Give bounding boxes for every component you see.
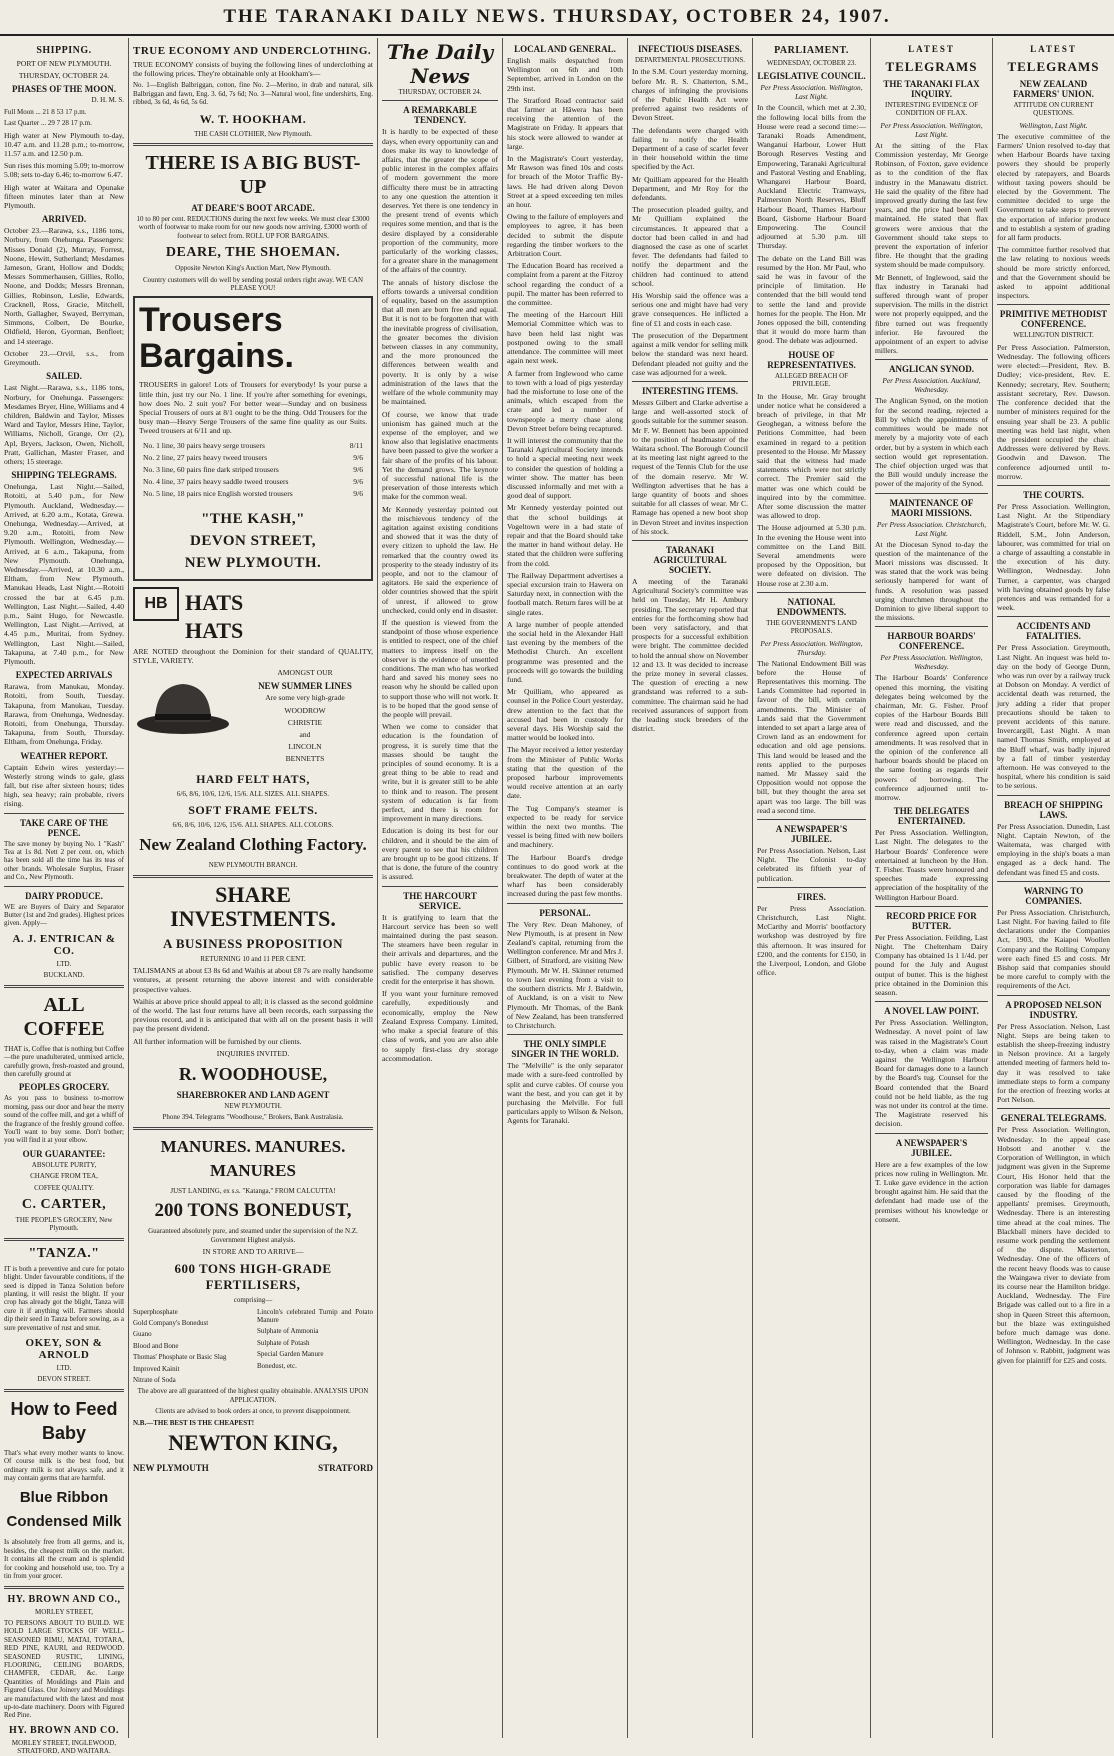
farmers-byline: Wellington, Last Night. [1019,120,1088,130]
high-water-note: High water at Waitara and Opunake fifteen minutes later than at New Plymouth. [4,182,124,211]
column-infectious [628,38,752,1738]
okey-sub: LTD. [56,1364,72,1373]
blue-ribbon-heading: Blue Ribbon Condensed Milk [6,1489,122,1531]
flax-text-2: Mr Bennett, of Inglewood, said the flax industry in Taranaki had suffered through want of proper supervision. The mills in the district were not properly equipped, and the fibre turned out was frequently inferior. He favoured the appointment of an expert to advise millers. [875,272,988,356]
feed-baby-heading: How to Feed Baby [10,1398,118,1443]
hats-among: AMONGST OUR [277,668,333,678]
butter-text: Per Press Association. Feilding, Last Night. The Cheltenham Dairy Company has obtained 1s 1 1/4d. per pound for the July and August output of butter. This is the highest price obtained in the Dominion this season. [875,932,988,998]
tanza-heading: "TANZA." [28,1245,100,1261]
carter-sub: THE PEOPLE'S GROCERY, New Plymouth. [15,1215,113,1233]
deare-footer: Country customers will do well by sending postal orders right away. WE CAN PLEASE YOU! [142,275,364,293]
council-text: In the Council, which met at 2.30, the following local bills from the House were read a second time:—Taranaki Roads Amendment, Wanganui Harbour, Lower Hutt Borough Reserves Vesting and Empowering, Taranaki Agricultural and Pastoral Vesting and Enabling, Whangarei Harbour Board, Auckland Electric Tramways, Palmerston North Reserves, Bluff Harbour Board, Thames Harbour Board, Gisborne Harbour Board Empowering. The Council adjourned at 5.30 p.m. till Thursday. [757,103,866,251]
fertilisers-heading: 600 TONS HIGH-GRADE FERTILISERS, [174,1261,332,1293]
local-paragraph: A farmer from Inglewood who came to town with a load of pigs yesterday had the misfortune to lose one of the animals, which escaped from the crate and led a number of townspeople a merry chase along Devon Street before being recaptured. [507,368,623,433]
newspaper-text: Here are a few examples of the low prices now ruling in Wellington. Mr. T. Luke gave evidence in the action brought against him. He said that the defendant had made use of the premises without his knowledge or consent. [875,1159,988,1224]
masthead [0,0,1114,36]
divider [757,819,866,820]
carter-firm: C. CARTER, [21,1196,107,1212]
nz-factory: New Zealand Clothing Factory. [139,835,367,855]
hats-are: Are some very high-grade [265,693,345,703]
local-paragraph: It will interest the community that the Taranaki Agricultural Society intends to hold a special meeting next week to consider the question of holding a winter show. The matter has been discussed informally and met with a good deal of support. [507,435,623,501]
newton-king-places [133,1459,373,1475]
share-text-3: All further information will be furnished by our clients. [133,1036,302,1046]
jubilee-text: Per Press Association. Nelson, Last Night. The Colonist to-day celebrated its fiftieth year of publication. [757,846,866,883]
shipping-telegrams-text: Onehunga, Last Night.—Sailed, Rotoiti, at 5.40 p.m., for New Plymouth. Auckland, Wednesday.—Arrived, at 6.20 a.m., Kotata, Grewa. Onehunga, Wednesday.—Arrived, at 9.20 a.m., Rotoiti, from New Plymouth. Wellington, Wednesday.—Arrived, at 6 a.m., Takapuna, from New Plymouth. Onehunga, Wednesday.—Arrived, at 10.30 a.m., Eltham, from New Plymouth. Manukau Heads, Last Night.—Rotoiti crossed the bar at 6.45 p.m. Wellington, Last Night.—Sailed, 4.40 p.m., Saint Hugo, for Newcastle. Wellington, Last Night.—Arrived, at 4.45 p.m., Muritai, from Sydney. Wellington, Last Night.—Sailed, Takapuna, at 7.40 p.m., for New Plymouth. [4,482,124,666]
hats-ad [133,587,373,647]
hats-maker: BENNETTS [285,754,325,764]
soft-frame-sizes: 6/6, 8/6, 10/6, 12/6, 15/6. ALL SHAPES. ALL COLORS. [172,820,334,829]
kash-address-2: NEW PLYMOUTH. [184,554,322,571]
editorial-paragraph: Education is doing its best for our children, and it should be the aim of every parent to see that his children are brought up to be good citizens. If that is done, the future of the country is assured. [382,826,498,882]
local-paragraph: A large number of people attended the social held in the Alexander Hall last evening by the members of the Methodist Church. An excellent programme was presented and the proceeds will go towards the building fund. [507,619,623,684]
divider [875,626,988,627]
coffee-heading: ALL COFFEE [23,993,105,1040]
newton-king-place: STRATFORD [318,1463,373,1474]
kash-firm: "THE KASH," [201,510,305,527]
price-item: No. 2 line, 27 pairs heavy tweed trousers [143,452,268,462]
divider [997,795,1110,796]
column-display-ads [129,38,377,1738]
deare-sub: AT DEARE'S BOOT ARCADE. [191,203,315,214]
personal-heading: PERSONAL. [539,907,591,918]
hookham-sub: THE CASH CLOTHIER, New Plymouth. [194,129,312,138]
law-point-heading: A NOVEL LAW POINT. [884,1006,979,1017]
latest-label: LATEST [908,44,955,54]
local-paragraph: In the Magistrate's Court yesterday, Mr Rawson was fined 10s and costs for breach of the Motor Traffic By-laws. He had driven along Devon Street at a speed exceeding ten miles an hour. [507,154,623,210]
fertiliser-item: Superphosphate [133,1307,178,1316]
agricultural-text: A meeting of the Taranaki Agricultural Society's committee was held on Tuesday, Mr H. Ambury presiding. The secretary reported that entries for the forthcoming show had been very satisfactory, and that prospects for a successful exhibition were bright. The committee decided to hold the annual show on November 12 and 13. It was decided to increase the prize money in several classes. The question of erecting a new grandstand was referred to a sub-committee. The chairman said he had received assurances of support from the leading stock breeders of the district. [632,576,748,734]
butter-heading: RECORD PRICE FOR BUTTER. [886,910,977,931]
guarantee-line: CHANGE FROM TEA, [30,1172,98,1181]
fertiliser-note: The above are all guaranteed of the highest quality obtainable. ANALYSIS UPON APPLICATION. [137,1387,369,1404]
delegates-heading: THE DELEGATES ENTERTAINED. [893,806,970,827]
local-paragraph: The meeting of the Harcourt Hill Memorial Committee which was to have been held last night was postponed owing to the small attendance. The committee will meet again next week. [507,310,623,366]
editorial-date: THURSDAY, OCTOBER 24. [398,88,482,96]
economy-heading: TRUE ECONOMY AND UNDERCLOTHING. [133,45,372,57]
arrived-text: October 23.—Rarawa, s.s., 1186 tons, Norbury, from Onehunga. Passengers: Misses Donald (2), Murray, Forrest, Noone, Hewitt, Sutherland; Mesdames Jameson, Grant, Hollow and Dodds; Messrs Sommerhausen, Gillies, Rollo, Noone, and Dodds; Messrs Brennan, Gillies, Robinson, Leslie, Edwards, Cracknell, Ross, Gracie, Mitchell, North, Gallagher, Swayed, Berryman, Simmons, Colbert, De Bourke, Oldfield, Heron, Gyorman, Benfleet; and 14 steerage. [4,226,124,346]
price-value: 9/6 [353,464,363,474]
endowments-text: The National Endowment Bill was before the House of Representatives this morning. The Lands Committee had reported in favour of the bill, with certain amendments. The Minister of Lands said that the Government intended to set apart a large area of Crown land as an endowment for education and old age pensions. This land would be leased and the rents applied to the purposes named. Mr Massey said the Opposition would not oppose the bill, but they thought the area set apart was too large. The bill was read a second time. [757,658,866,815]
fertiliser-item: Sulphate of Potash [257,1338,310,1347]
bonedust-text: Guaranteed absolutely pure, and steamed under the supervision of the N.Z. Government Highest analysis. [148,1227,358,1244]
hookham-firm: W. T. HOOKHAM. [199,111,307,126]
jubilee-heading: A NEWSPAPER'S JUBILEE. [775,824,848,845]
anglican-text: The Anglican Synod, on the motion for the second reading, rejected a Bill by which the appointments of committees would be made not merely by a majority vote of each order, but by a system in which each section would get representation. The chief objection urged was that the Bill would unduly increase the power of the majority of the Synod. [875,396,988,489]
share-heading: SHARE INVESTMENTS. [170,881,336,931]
hy-brown-firm: HY. BROWN AND CO., [7,1593,121,1605]
harbour-heading: HARBOUR BOARDS' CONFERENCE. [887,631,976,652]
column-local-general [503,38,627,1738]
council-heading: LEGISLATIVE COUNCIL. [757,71,866,82]
endowments-heading: NATIONAL ENDOWMENTS. [776,596,847,617]
price-item: No. 3 line, 60 pairs fine dark striped trousers [143,464,279,474]
price-item: No. 4 line, 37 pairs heavy saddle tweed trousers [143,476,289,486]
endowments-sub: THE GOVERNMENT'S LAND PROPOSALS. [766,618,857,636]
hats-maker: LINCOLN [288,742,322,752]
agricultural-heading: TARANAKI AGRICULTURAL SOCIETY. [653,544,727,575]
breach-text: Per Press Association. Dunedin, Last Night. Captain Newton, of the Waitemata, was charged with employing in the ship's boats a man engaged as a deck hand. The defendant was fined £5 and costs. [997,821,1110,877]
courts-heading: THE COURTS. [1023,489,1084,500]
sun-line: Sun rises this morning 5.09; to-morrow 5.08; sets to-day 6.46; to-morrow 6.47. [4,161,124,180]
price-value: 9/6 [353,488,363,498]
table-row [141,441,365,451]
personal-text: The Very Rev. Dean Mahoney, of New Plymouth, is at present in New Zealand's capital, returning from the Wellington conference. Mr and Mrs J. Gilbert, of Stratford, are visiting New Plymouth. Mr W. H. Skinner returned to town last evening from a visit to the southern districts. Mr J. Baldwin, of Auckland, is on a visit to New Plymouth. Mr Thomas, of the Bank of New Zealand, has been transferred to Christchurch. [507,919,623,1030]
date-line: THURSDAY, OCTOBER 24. [18,71,110,81]
expected-text: Rarawa, from Manukau, Monday. Rotoiti, from South, Tuesday. Takapuna, from Manukau, Tuesday. Rarawa, from Onehunga, Wednesday. Rotoiti, from Onehunga, Thursday. Takapuna, from South, Thursday. Eltham, from Onehunga, Friday. [4,682,124,747]
nelson-text: Per Press Association. Nelson, Last Night. Steps are being taken to establish the sheep-freezing industry in Nelson province. At a largely attended meeting of farmers held to-day it was resolved to take immediate steps to form a company for the erection of freezing works at Port Nelson. [997,1021,1110,1105]
divider [997,1108,1110,1109]
divider [997,485,1110,486]
divider [133,875,373,878]
editorial-paragraph: Of course, we know that trade unionism has gained much at the expense of the employer, and we know also that legislative enactments have been passed to give the worker a fair share of the profits of his labour. Yet the demand grows. The keynote of successful national life is the preservation of those interests which make for the common weal. [382,409,498,502]
general-heading: GENERAL TELEGRAMS. [1000,1113,1107,1124]
nb-line: N.B.—THE BEST IS THE CHEAPEST! [133,1418,255,1427]
editorial-heading: A REMARKABLE TENDENCY. [403,105,477,126]
local-paragraph: The Stratford Road contractor said that farmer at Hāwera has been receiving the attention of the Magistrate on Friday. It appears that his stock were allowed to wander at large. [507,95,623,151]
editorial-paragraph: Mr Kennedy yesterday pointed out the mischievous tendency of the agitation against existing conditions and showed that it was the duty of every citizen to uphold the law. He remarked that the country owed its prosperity to the steady industry of its people, and not to the clamour of agitators. He said the experience of older countries showed that the spirit of unrest, if allowed to grow unchecked, could only end in disaster. [382,504,498,615]
hats-text: ARE NOTED throughout the Dominion for their standard of QUALITY, STYLE, VARIETY. [133,646,373,665]
divider [133,1127,373,1130]
guarantee-line: ABSOLUTE PURITY, [31,1160,97,1169]
fertiliser-item: Lincoln's celebrated Turnip and Potato Manure [257,1307,373,1325]
price-value: 8/11 [349,440,363,450]
fertiliser-item: Nitrate of Soda [133,1376,176,1385]
table-row [141,453,365,463]
local-paragraph: The Mayor received a letter yesterday from the Minister of Public Works stating that the question of the proposed harbour improvements would receive attention at an early date. [507,745,623,801]
woodhouse-place: NEW PLYMOUTH. [224,1101,282,1110]
council-byline: Per Press Association. Wellington, Last Night. [760,83,863,102]
shipping-telegrams-heading: SHIPPING TELEGRAMS. [11,470,117,481]
deare-text: 10 to 80 per cent. REDUCTIONS during the next few weeks. We must clear £3000 worth of footwear to make room for our new goods now arriving. £3000 worth of footwear to select from. ROLL UP FOR BARGAINS. [136,215,370,240]
moon-table-head: D. H. M. S. [91,96,124,105]
harbour-byline: Per Press Association. Wellington, Wednesday. [880,653,983,672]
newton-king-place: NEW PLYMOUTH [133,1463,209,1474]
accidents-text: Per Press Association. Greymouth, Last Night. An inquest was held to-day on the body of George Dunn, who was run over by a railway truck at Dobson on Monday. A verdict of accidental death was returned, the jury adding a rider that proper precautions should be taken to prevent accidents of this nature. Invercargill, Last Night. A man named Thomas Smith, employed at the Bluff wharf, was badly injured by a fall of timber yesterday afternoon. He was conveyed to the hospital, where his condition is said to be serious. [997,643,1110,791]
column-parliament [753,38,870,1738]
fertiliser-item: Bonedust, etc. [257,1361,297,1370]
harbour-text: The Harbour Boards' Conference opened this morning, the visiting delegates being welcomed by the chairman, Mr. G. Fisher. Proof copies of the Harbour Boards Bill were read and discussed, and the conference agreed upon certain amendments. It was resolved that in the opinion of the conference all harbour boards should be placed on the same footing as regards their powers of borrowing. The conference adjourned until to-morrow. [875,673,988,802]
editorial-paragraph: When we come to consider that education is the foundation of progress, it is surely time that the masses should be taught the principles of sound economy. It is a great thing to be able to read and write, but it is greater still to be able to think and to reason. The present system of education is far from perfect, and there is room for improvement in many directions. [382,722,498,824]
nz-factory-sub: NEW PLYMOUTH BRANCH. [208,861,298,870]
bonedust-heading: 200 TONS BONEDUST, [154,1200,352,1222]
local-paragraph: The Harbour Board's dredge continues to do good work at the breakwater. The depth of water at the wharf has been considerably increased during the past few months. [507,852,623,899]
flax-heading: THE TARANAKI FLAX INQUIRY. [883,79,980,99]
port-line: PORT OF NEW PLYMOUTH. [16,59,112,68]
divider [875,906,988,907]
hats-heading: HATS [185,589,244,615]
dairy-place: BUCKLAND. [43,971,85,980]
local-paragraph: The Tug Company's steamer is expected to be ready for service within the next two months. The vessel is being fitted with new boilers and machinery. [507,803,623,850]
fertiliser-item: Thomas' Phosphate or Basic Slag [133,1353,227,1362]
fires-text: Per Press Association. Christchurch, Last Night. McCarthy and Morris' bootfactory workshop was destroyed by fire this afternoon. It was insured for £200, and the contents for £150, in the Liverpool, London, and Globe office. [757,903,866,978]
hy-brown-footer: HY. BROWN AND CO. [8,1724,120,1736]
economy-text: TRUE ECONOMY consists of buying the following lines of underclothing at the following prices. They're obtainable only at Hookham's— [133,60,373,79]
infectious-sub: DEPARTMENTAL PROSECUTIONS. [634,56,746,64]
divider [997,304,1110,305]
interesting-heading: INTERESTING ITEMS. [641,385,739,396]
hy-brown-footer-sub: MORLEY STREET, INGLEWOOD, STRATFORD, AND WAITARA. [11,1738,117,1756]
farmers-heading: NEW ZEALAND FARMERS' UNION. [1013,79,1094,99]
fertiliser-item: Sulphate of Ammonia [257,1327,319,1336]
okey-place: DEVON STREET. [37,1375,91,1384]
moon-row: Last Quarter ... 29 7 28 17 p.m. [4,119,92,128]
price-value: 9/6 [353,476,363,486]
share-text-2: Waihis at above price should appeal to all; it is classed as the second goldmine of the world. The last four returns have all been records, each surpassing the previous record, and it is anticipated that with all on the present basis it will pay the present dividend. [133,996,373,1034]
infectious-heading: INFECTIOUS DISEASES. [637,44,743,54]
divider [997,616,1110,617]
law-point-text: Per Press Association. Wellington, Wednesday. A novel point of law was raised in the Magistrate's Court to-day, when a claim was made against the Wellington Harbour Board for damages done to a launch by the Board's tug. Counsel for the Board contended that the Board could not be held liable, as the tug was not under its control at the time. The Magistrate reserved his decision. [875,1018,988,1129]
anglican-heading: ANGLICAN SYNOD. [888,364,974,375]
nelson-heading: A PROPOSED NELSON INDUSTRY. [1005,999,1102,1020]
flax-sub: INTERESTING EVIDENCE OF CONDITION OF FLAX. [885,101,978,118]
trousers-title: Trousers [139,301,283,340]
hb-logo: HB [133,587,179,621]
price-value: 9/6 [353,452,363,462]
divider [997,881,1110,882]
weather-text: Captain Edwin wires yesterday:—Westerly strong winds to gale, glass fall, but rise after sixteen hours; tides high, sea heavy; rain probable, rivers rising. [4,762,124,809]
okey-firm: OKEY, SON & ARNOLD [25,1337,103,1362]
expected-heading: EXPECTED ARRIVALS [15,670,113,681]
dairy-heading: DAIRY PRODUCE. [25,890,103,901]
guarantee-heading: OUR GUARANTEE: [22,1148,106,1159]
divider [4,813,124,814]
share-text: TALISMANS at about £3 8s 6d and Waihis at about £8 7s are really handsome ventures, at present returning the above interest and with considerable prospective values. [133,966,373,994]
woodhouse-firm: R. WOODHOUSE, [178,1063,328,1084]
hats-heading-2: HATS [185,617,244,643]
harcourt-text-2: If you want your furniture removed carefully, expeditiously and economically, employ the New Zealand Express Company. Limited, who make a special feature of this class of work, and you are also able to supply first-class dry storage accommodation. [382,989,498,1063]
editorial-paragraph: If the question is viewed from the standpoint of those whose experience is entitled to respect, one of the chief matters to impress itself on the observer is the evidence of unsettled conditions. The man who has worked hard and saved his money sees no reason why he should be called upon to support those who will not work. It is to be hoped that the good sense of the people will prevail. [382,617,498,719]
fertilisers-comprising: comprising— [233,1296,273,1305]
divider [507,903,623,904]
deare-title: THERE IS A BIG BUST-UP [145,152,361,199]
infectious-paragraph: His Worship said the offence was a serious one and might have had very grave consequences. He inflicted a fine of £1 and costs in each case. [632,291,748,328]
column-editorial [378,38,502,1738]
house-heading: HOUSE OF REPRESENTATIVES. [767,349,856,370]
hy-brown-text: TO PERSONS ABOUT TO BUILD. WE HOLD LARGE STOCKS OF WELL-SEASONED RIMU, MATAI, TOTARA, RED PINE, KAURI, and REDWOOD. SEASONED RUSTIC, LINING, FLOORING, CEILING BOARDS, CHAMFER, CEDAR, &c. Large Quantities of Mouldings and Plain and Figured Glass. Our Joinery and Mouldings are manufactured with the latest and most up-to-date machinery. Doors with Figured Red Pine. [4,1618,124,1720]
divider [875,493,988,494]
weather-heading: WEATHER REPORT. [20,750,108,761]
fertiliser-lists [133,1308,373,1388]
arrived-text: October 23.—Orvil, s.s., from Greymouth. [4,348,124,368]
tanza-text: IT is both a preventive and cure for potato blight. Under favourable conditions, if the seed is dipped in Tanza Solution before planting, it will resist the blight. If your crop has already got the blight, Tanza will cure it if anything will. Farmers should dip their seed in Tanza before sowing, as a sure preventative of rust and smut. [4,1264,124,1332]
telegrams-label: TELEGRAMS [1007,59,1100,74]
divider [757,887,866,888]
house-text: In the House, Mr. Gray brought under notice what he considered a breach of privilege, in that Mr Geoghegan, a witness before the Petitions Committee, had been examined in regard to a petition presented to the House. Mr Massey said that the witness had made statements which were not strictly correct. The Premier said the matter was one which could be inquired into by the committee. After some discussion the matter was allowed to drop. [757,391,866,521]
fertiliser-item: Blood and Bone [133,1341,179,1350]
table-row [141,465,365,475]
fertiliser-item: Special Garden Manure [257,1350,324,1359]
farmers-text-2: The committee further resolved that the law relating to noxious weeds should be more strictly enforced, and that the Government should be asked to appoint additional inspectors. [997,245,1110,301]
editorial-masthead: The Daily News [386,40,494,88]
soft-frame: SOFT FRAME FELTS. [188,802,318,817]
delegates-text: Per Press Association. Wellington, Last Night. The delegates to the Harbour Boards' Conference were entertained at luncheon by the Hon. T. Fisher. Toasts were honoured and speeches made expressing appreciation of the hospitality of the Wellington Harbour Board. [875,828,988,902]
kash-address: DEVON STREET, [190,532,316,549]
local-heading: LOCAL AND GENERAL. [514,44,616,54]
local-paragraph: The Education Board has received a complaint from a parent at the Fitzroy school regarding the conduct of a pupil. The matter has been referred to the committee. [507,261,623,308]
high-water: High water at New Plymouth to-day, 10.47 a.m. and 11.28 p.m.; to-morrow, 11.57 a.m. and 12.50 p.m. [4,130,124,159]
farmers-sub: ATTITUDE ON CURRENT QUESTIONS. [1013,101,1094,118]
flax-byline: Per Press Association. Wellington, Last Night. [880,120,983,139]
shipping-heading: SHIPPING. [36,45,92,56]
divider [507,1034,623,1035]
divider [4,985,124,988]
divider [632,381,748,382]
hats-summer: NEW SUMMER LINES [258,681,352,692]
column-shipping [0,38,128,1756]
infectious-paragraph: The prosecution of the Department against a milk vendor for selling milk below the standard was next heard. Defendant pleaded not guilty and the case was adjourned for a week. [632,330,748,377]
telegrams-label: TELEGRAMS [885,59,978,74]
coffee-text: THAT is, Coffee that is nothing but Coffee—the pure unadulterated, unmixed article, carefully grown, fresh-roasted and ground, then carefully ground at [4,1044,124,1078]
harcourt-text: It is gratifying to learn that the Harcourt service has been so well maintained during the past season. The steamers have been regular in their arrivals and departures, and the public have every reason to be satisfied. The company deserves credit for the enterprise it has shown. [382,912,498,987]
trousers-text: TROUSERS in galore! Lots of Trousers for everybody! Is your purse a little thin, just try our No. 1 line. If you're after something for evenings, how does No. 2 suit you? For better wear—Sunday and on business Special Trousers of ours at 8/1 ought to be the thing. Odd Trousers for the busy man—Heavy Serge Trousers of the same fine quality as our Suits. Tweed trousers at 6/11 and up. [139,380,367,436]
dairy-firm-sub: LTD. [56,959,72,968]
divider [382,100,498,101]
divider [757,592,866,593]
interesting-text: Messrs Gilbert and Clarke advertise a large and well-assorted stock of goods suitable for the summer season. Mr F. W. Bennett has been appointed to the position of headmaster of the Waitara school. The Borough Council at its meeting last night agreed to the request of the Tennis Club for the use of the domain reserve. Mr W. Wellington advertises that he has a large quantity of boots and shoes suitable for all classes of wear. Mr C. Ramage has opened a new boot shop in Devon Street and invites inspection of his stock. [632,397,748,536]
sailed-heading: SAILED. [46,371,82,382]
divider [875,1133,988,1134]
editorial-paragraph: The annals of history disclose the efforts towards a universal condition of equality, based on the assumption that all men are born free and equal. But it is not to be forgotten that with the inevitable progress of civilisation, the greater becomes the division between classes in any community, and the more pronounced the differences between wealth and poverty. It is only by a wise administration of the laws that the welfare of the whole community may be maintained. [382,277,498,407]
hats-maker: CHRISTIE [287,717,323,727]
divider [997,995,1110,996]
manures-heading: MANURES. MANURES. MANURES [160,1136,346,1180]
deare-firm: DEARE, THE SHOEMAN. [165,245,341,261]
hats-body [133,668,373,766]
share-sub-2: RETURNING 10 and 11 PER CENT. [200,954,306,963]
moon-heading: PHASES OF THE MOON. [11,84,116,95]
general-text: Per Press Association. Wellington, Wednesday. In the appeal case Hobsott and another v. the Corporation of Wellington, in which judgment was given in the Supreme Court, His Honor held that the corporation was liable for damages caused by the flooding of the appellants' premises. Greymouth, Wednesday. There is an interesting time ahead at the coal mines. The Blackball miners have decided to resume work pending the settlement of the dispute. Masterton, Wednesday. One of the officers of the recent heavy floods was to cause the Waingawa river to deviate from its course near the Hamilton bridge. Auckland, Wednesday. The Fire Brigade was called out to a fire in a shop in Queen Street this afternoon, but the blaze was extinguished before much damage was done. Wellington, Wednesday. In the case of Johnson v. Rabbitt, judgment was given for plaintiff for £25 and costs. [997,1125,1110,1365]
house-sub: ALLEGED BREACH OF PRIVILEGE. [774,371,849,389]
accidents-heading: ACCIDENTS AND FATALITIES. [1016,621,1091,642]
local-paragraph: The Railway Department advertises a special excursion train to Hawera on Saturday next, in connection with the football match. Return fares will be at single rates. [507,570,623,617]
warning-heading: WARNING TO COMPANIES. [1023,885,1084,906]
courts-text: Per Press Association. Wellington, Last Night. At the Stipendiary Magistrate's Court, before Mr. W. G. Riddell, S.M., John Anderson, labourer, was committed for trial on a charge of assaulting a constable in the execution of his duty. Wellington, Wednesday. John Turner, a carpenter, was charged with having obtained goods by false pretences and was remanded for a week. [997,501,1110,613]
divider [4,1586,124,1589]
share-inquiries: INQUIRIES INVITED. [216,1048,290,1058]
price-item: No. 5 line, 18 pairs nice English worsted trousers [143,488,293,498]
trousers-title-2: Bargains. [139,337,294,376]
trousers-ad [133,296,373,580]
council-text-2: The debate on the Land Bill was resumed by the Hon. Mr Paul, who said he was in favour of the principle of limitation. He contended that the bill would tend to settle the land and provide homes for the people. The Hon. Mr Jones opposed the bill, contending that it would do more harm than good. The debate was adjourned. [757,253,866,346]
infectious-paragraph: In the S.M. Court yesterday morning, before Mr. R. S. Chatterton, S.M., charges of infringing the provisions of the Public Health Act were preferred against two residents of Devon Street. [632,67,748,123]
maori-text: At the Diocesan Synod to-day the question of the maintenance of the Maori missions was discussed. It was stated that the work was being seriously hampered for want of funds. A resolution was passed urging churchmen throughout the Dominion to give liberal support to the missions. [875,539,988,623]
guarantee-line: COFFEE QUALITY. [34,1183,94,1192]
share-sub: A BUSINESS PROPOSITION [162,935,344,951]
divider [382,886,498,887]
feed-baby-text: That's what every mother wants to know. Of course milk is the best food, but ordinary milk is not always safe, and it may contain germs that are harmful. [4,1448,124,1483]
fertiliser-item: Improved Kainit [133,1364,180,1373]
deare-address: Opposite Newton King's Auction Mart, New Plymouth. [175,264,331,273]
hard-felt: HARD FELT HATS, [196,771,310,786]
maori-heading: MAINTENANCE OF MAORI MISSIONS. [889,497,974,518]
warning-text: Per Press Association. Christchurch, Last Night. For having failed to file declarations under the Companies Act, 1903, the Kaiapoi Woollen Company and the Rolling Company were each fined £5 and costs. Mr Bishop said that companies should be more careful to comply with the requirements of the Act. [997,907,1110,991]
column-telegrams-b [993,38,1114,1738]
singer-heading: THE ONLY SIMPLE SINGER IN THE WORLD. [511,1039,619,1060]
hard-felt-sizes: 6/6, 8/6, 10/6, 12/6, 15/6. ALL SIZES. ALL SHAPES. [176,789,330,798]
divider [4,1238,124,1241]
kash-tea-text: The save money by buying No. 1 "Kash" Tea at 1s 8d. Nett 2 per cent. on, which has been sold all the time has its teas of other brands. Wholesale Surplus, Fraser and Co., New Plymouth. [4,839,124,882]
manures-sub: JUST LANDING, ex s.s. "Katanga," FROM CALCUTTA! [170,1186,336,1195]
woodhouse-phone: Phone 394. Telegrams "Woodhouse," Brokers, Bank Australasia. [162,1113,344,1122]
hy-brown-sub: MORLEY STREET, [35,1607,93,1616]
newton-king-firm: NEWTON KING, [168,1430,338,1456]
store-sub: IN STORE AND TO ARRIVE— [202,1247,304,1256]
breach-heading: BREACH OF SHIPPING LAWS. [1004,799,1103,820]
methodist-heading: PRIMITIVE METHODIST CONFERENCE. [999,309,1108,330]
flax-text: At the sitting of the Flax Commission yesterday, Mr George Robinson, of Foxton, gave evidence as to the condition of the flax industry in the Manawatu district. He said the quality of the fibre had improved greatly during the last few years, and the price had been well maintained. He stated that flax growers were anxious that the Government should take steps to prevent the exportation of inferior fibre. He thought that the grading system should be made compulsory. [875,140,988,270]
maori-byline: Per Press Association. Christchurch, Last Night. [876,519,987,538]
bowler-hat-icon [133,672,233,742]
singer-text: The "Melville" is the only separator made with a sure-feed controlled by split and curve cables. Of course you want the best, and you can get it by purchasing the Melville. For full particulars apply to Wilson & Nelson, Agents for Taranaki. [507,1061,623,1126]
local-paragraph: Mr Kennedy yesterday pointed out that the school buildings at Vogeltown were in a bad state of repair and that the Board should take the matter in hand without delay. He stated that the children were suffering from the cold. [507,503,623,568]
peoples-grocery: PEOPLES GROCERY. [18,1082,110,1093]
parliament-heading: PARLIAMENT. [774,45,849,56]
newspaper-heading: A NEWSPAPER'S JUBILEE. [895,1137,968,1158]
masthead-title: THE TARANAKI DAILY NEWS. THURSDAY, OCTOBER 24, 1907. [223,6,891,27]
infectious-paragraph: The defendants were charged with failing to notify the Health Department of a case of scarlet fever in their household within the time specified by the Act. [632,125,748,172]
sailed-text: Last Night.—Rarawa, s.s., 1186 tons, Norbury, for Onehunga. Passengers: Mesdames Bryer, Hine, Williams and 4 children, Baldwin and Taylor, Misses Ward and Taylor, Messrs Hine, Taylor, Williams, Nicholl, Grange, Orr (2), Apl, Bryers, Jackson, Owen, Nicholl, Pratt, Gallichan, Master Fraser, and others; 15 steerage. [4,383,124,466]
table-row [141,489,365,499]
local-paragraph: Mr Quilliam, who appeared as counsel in the Police Court yesterday, drew attention to the fact that the accused had been in custody for several days. His Worship said the matter would be looked into. [507,687,623,743]
fertiliser-item: Gold Company's Bonedust [133,1319,209,1328]
blue-ribbon-text: Is absolutely free from all germs, and is, besides, the cheapest milk on the market. It contains all the cream and is splendid for cooking and household use, too. Try a tin from your grocer. [4,1538,124,1581]
divider [4,1389,124,1392]
divider [875,359,988,360]
coffee-text-2: As you pass to business to-morrow morning, pass our door and hear the merry sound of the coffee mill, and get a whiff of the fragrance of the freshly ground coffee. You'll want to buy some. Don't bother; you will find it at your elbow. [4,1094,124,1145]
methodist-sub: WELLINGTON DISTRICT. [1013,331,1094,340]
harcourt-heading: THE HARCOURT SERVICE. [403,890,477,911]
arrived-heading: ARRIVED. [41,214,87,225]
divider [632,540,748,541]
house-text-2: The House adjourned at 5.30 p.m. In the evening the House went into committee on the Land Bill. Several amendments were proposed by the Opposition, but were defeated on division. The House rose at 2.30 a.m. [757,523,866,588]
infectious-paragraph: Mr Quilliam appeared for the Health Department, and Mr Roy for the defendants. [632,174,748,203]
fertiliser-note-2: Clients are advised to book orders at once, to prevent disappointment. [155,1407,351,1416]
fertiliser-item: Guano [133,1330,152,1339]
methodist-text: Per Press Association. Palmerston, Wednesday. The following officers were elected:—President, Rev. B. Dudley; vice-president, Rev. E. Kennedy; secretary, Rev. Southern; assistant secretary, Rev. Dawson. The conference decided that the number of ministers required for the ensuing year shall be 23. A public meeting was held last night, when the president occupied the chair. Addresses were delivered by Revs. Goodwin and Dawson. The conference adjourned until to-morrow. [997,342,1110,481]
farmers-text: The executive committee of the Farmers' Union resolved to-day that when Harbour Boards have taxing powers they should be properly elected by ratepayers, and Boards without taxing powers should be elected by the Government. The committee decided to urge the Government to take steps to prevent the exportation of inferior produce and to establish a system of grading for all farm products. [997,131,1110,243]
latest-label: LATEST [1030,44,1077,54]
kash-tea-heading: TAKE CARE OF THE PENCE. [19,817,109,838]
trousers-price-table [139,439,367,501]
local-paragraph: English mails despatched from Wellington on 6th and 10th September, arrived in London on the 29th inst. [507,56,623,93]
hats-maker: WOODROW [284,705,326,715]
dairy-firm: A. J. ENTRICAN & CO. [12,932,116,957]
hats-maker: and [299,729,311,739]
anglican-byline: Per Press Association. Auckland, Wednesday. [882,376,981,395]
dairy-text: WE are Buyers of Dairy and Separator Butter (1st and 2nd grades). Highest prices given. Apply— [4,902,124,928]
column-telegrams-a [871,38,992,1738]
editorial-paragraph: It is hardly to be expected of these days, when every opportunity can and does make its way to knowledge of affairs, that the greater the scope of public interest in the complex affairs of modern government the more difficulty there must be in attracting to any one question the attention it deserves. Yet there is one tendency in the present trend of events which requires some mention, and that is the desire displayed by a considerable proportion of the community, more particularly of the working classes, for a greater share in the management of the affairs of the country. [382,127,498,275]
divider [875,1001,988,1002]
woodhouse-sub: SHAREBROKER AND LAND AGENT [176,1089,330,1100]
endowments-byline: Per Press Association. Wellington, Thursday. [760,638,863,657]
infectious-paragraph: The prosecution pleaded guilty, and Mr Quilliam explained the circumstances. It appeared that a doctor had been called in and had diagnosed the case as one of scarlet fever. The defendants had failed to notify the department and the children had continued to attend school. [632,205,748,288]
parliament-date: WEDNESDAY, OCTOBER 23. [766,59,857,67]
price-item: No. 1 line, 30 pairs heavy serge trousers [143,440,265,450]
local-paragraph: Owing to the failure of employers and employees to agree, it has been decided to submit the dispute regarding the timber workers to the Arbitration Court. [507,212,623,259]
divider [133,143,373,146]
divider [4,886,124,887]
economy-items: No. 1—English Balbriggan, cotton, fine No. 2—Merino, in drab and natural, silk Balbriggan and fawn, Eng. 3. 6d, 7s 6d; No. 3—Natural wool, fine undershirts, Eng. ribbed, 3s 6d, 4s 6d, 5s 6d. [133,81,373,107]
table-row [141,477,365,487]
moon-row: Full Moon ... 21 8 53 17 p.m. [4,107,87,116]
fires-heading: FIRES. [797,891,826,902]
